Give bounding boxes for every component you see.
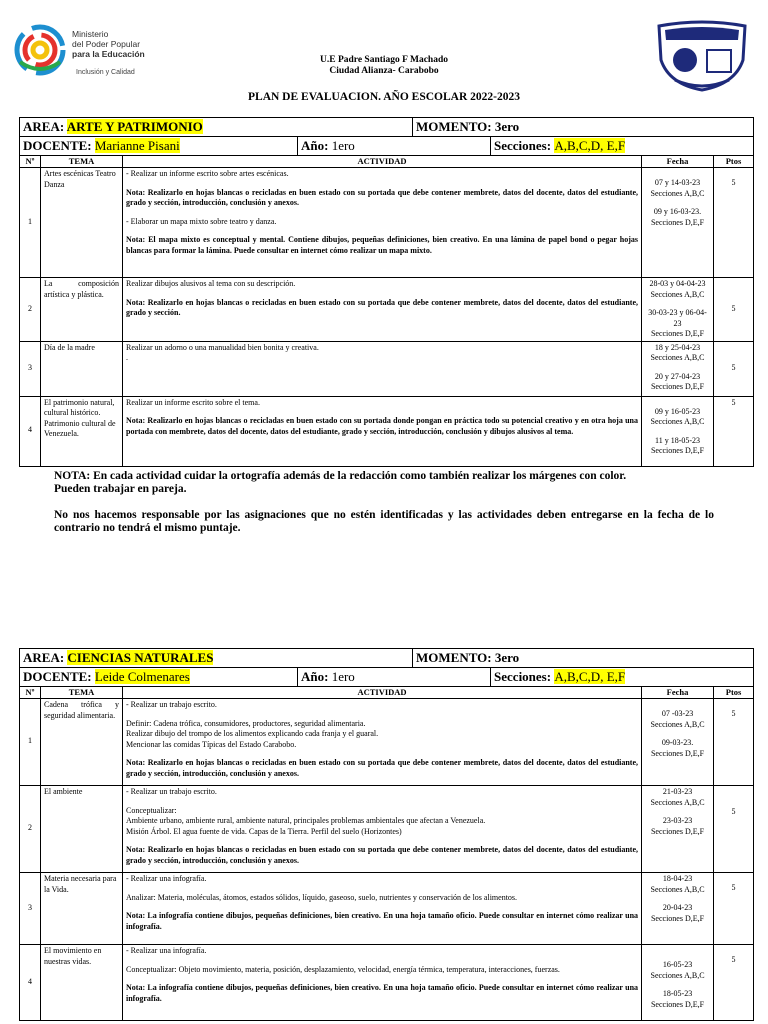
col-tema: TEMA bbox=[41, 156, 123, 168]
ptos-value: 5 bbox=[731, 807, 736, 816]
fecha-sections: Secciones D,E,F bbox=[650, 999, 705, 1009]
row-fecha bbox=[642, 786, 714, 873]
note-line: No nos hacemos responsable por las asignaciones que no estén identificadas y las actividades deben entregarse en la fecha de lo contrario no tendrá el mismo puntaje. bbox=[54, 509, 714, 534]
fecha-sections: Secciones D,E,F bbox=[650, 382, 705, 391]
table-row bbox=[20, 278, 754, 342]
ministerio-line2: del Poder Popular bbox=[72, 39, 141, 49]
row-num: 2 bbox=[20, 786, 41, 873]
docente-label: DOCENTE: bbox=[23, 669, 92, 684]
fecha-sections: Secciones D,E,F bbox=[650, 217, 705, 227]
row-actividad bbox=[123, 341, 642, 396]
fecha-sections: Secciones D,E,F bbox=[650, 826, 705, 836]
secciones-value: A,B,C,D, E,F bbox=[554, 138, 626, 153]
fecha-date: 30-03-23 y 06-04-23 bbox=[648, 308, 707, 328]
activity-note: Nota: Realizarlo en hojas blancas o recicladas en buen estado con su portada que debe contener membrete, datos del docente, datos del estudiante, grado y sección, introducción, conclusión y anexos. bbox=[126, 187, 639, 207]
activity-text: - Realizar una infografía. bbox=[126, 946, 207, 955]
activity-text: - Realizar un trabajo escrito. bbox=[126, 787, 217, 796]
area-value: ARTE Y PATRIMONIO bbox=[66, 119, 203, 134]
fecha-sections: Secciones D,E,F bbox=[650, 446, 705, 455]
col-num: Nº bbox=[20, 156, 41, 168]
table-row bbox=[20, 341, 754, 396]
table-row bbox=[20, 396, 754, 466]
row-fecha bbox=[642, 341, 714, 396]
activity-text: Analizar: Materia, moléculas, átomos, estados sólidos, líquido, gaseoso, suelo, nutrientes y conservación de los alimentos. bbox=[126, 892, 518, 902]
table-row bbox=[20, 945, 754, 1021]
fecha-date: 07 y 14-03-23 bbox=[654, 178, 701, 187]
fecha-sections: Secciones D,E,F bbox=[650, 748, 705, 758]
ptos-value: 5 bbox=[731, 955, 736, 964]
col-fecha: Fecha bbox=[642, 687, 714, 699]
activity-text: Mencionar las comidas Típicas del Estado Carabobo. bbox=[126, 739, 297, 749]
row-ptos bbox=[714, 168, 754, 278]
ministerio-line1: Ministerio bbox=[72, 29, 109, 39]
fecha-date: 23-03-23 bbox=[662, 816, 693, 825]
area-label: AREA: bbox=[23, 650, 65, 665]
table-row bbox=[20, 168, 754, 278]
ptos-value: 5 bbox=[731, 178, 736, 187]
evaluation-table-ciencias bbox=[19, 648, 754, 1021]
activity-text: - Realizar una infografía. bbox=[126, 874, 207, 883]
row-fecha bbox=[642, 278, 714, 342]
row-tema: Cadena trófica y seguridad alimentaria. bbox=[41, 699, 123, 786]
area-value: CIENCIAS NATURALES bbox=[67, 650, 214, 665]
evaluation-table-arte bbox=[19, 117, 754, 467]
activity-note: Nota: Realizarlo en hojas blancas o recicladas en buen estado con su portada donde pongan en práctica todo su potencial creativo y en otra hoja una portada con membrete, datos del docente, datos del estudiante, grado y sección, introducción, conclusión y dibujos alusivos al tema. bbox=[126, 416, 639, 436]
activity-text: Realizar un informe escrito sobre el tema. bbox=[126, 397, 260, 407]
activity-text: Realizar un adorno o una manualidad bien bonita y creativa. bbox=[126, 342, 319, 352]
row-num: 1 bbox=[20, 699, 41, 786]
fecha-sections: Secciones A,B,C bbox=[650, 797, 705, 807]
row-fecha bbox=[642, 699, 714, 786]
activity-note: Nota: La infografía contiene dibujos, pequeñas definiciones, bien creativo. En una hoja tamaño oficio. Puede consultar en internet cómo realizar una infografía. bbox=[126, 911, 639, 931]
activity-text: Realizar dibujos alusivos al tema con su descripción. bbox=[126, 279, 296, 288]
docente-label: DOCENTE: bbox=[23, 138, 92, 153]
col-num: Nº bbox=[20, 687, 41, 699]
docente-row bbox=[20, 137, 754, 156]
ministerio-slogan: Inclusión y Calidad bbox=[76, 69, 135, 76]
area-row bbox=[20, 118, 754, 137]
fecha-date: 18 y 25-04-23 bbox=[654, 342, 701, 352]
row-ptos bbox=[714, 786, 754, 873]
col-actividad: ACTIVIDAD bbox=[123, 156, 642, 168]
activity-text: - Realizar un informe escrito sobre artes escénicas. bbox=[126, 169, 289, 178]
activity-text: Misión Árbol. El agua fuente de vida. Capas de la Tierra. Perfil del suelo (Horizontes) bbox=[126, 826, 402, 836]
activity-note: Nota: El mapa mixto es conceptual y mental. Contiene dibujos, pequeñas definiciones, bien creativo. En una lámina de papel bond o pegar hojas blancas para formar la lámina. Puede consultar en internet cómo realizar un mapa mixto. bbox=[126, 235, 639, 255]
momento-label: MOMENTO: 3ero bbox=[416, 119, 520, 134]
fecha-date: 20-04-23 bbox=[662, 903, 693, 912]
table-row bbox=[20, 873, 754, 945]
activity-text: - Realizar un trabajo escrito. bbox=[126, 700, 217, 709]
row-num: 4 bbox=[20, 396, 41, 466]
row-fecha bbox=[642, 873, 714, 945]
row-actividad bbox=[123, 396, 642, 466]
row-ptos: 5 bbox=[714, 341, 754, 396]
note-line: Pueden trabajar en pareja. bbox=[54, 483, 187, 495]
fecha-sections: Secciones A,B,C bbox=[650, 884, 705, 894]
fecha-sections: Secciones A,B,C bbox=[650, 417, 705, 426]
fecha-sections: Secciones A,B,C bbox=[650, 719, 705, 729]
activity-note: Nota: Realizarlo en hojas blancas o recicladas en buen estado con su portada que debe contener membrete, datos del docente, datos del estudiante, grado y sección, introducción, conclusión y anexos. bbox=[126, 758, 639, 778]
row-tema: Artes escénicas Teatro Danza bbox=[41, 168, 123, 278]
docente-value: Marianne Pisani bbox=[94, 138, 180, 153]
fecha-date: 20 y 27-04-23 bbox=[654, 371, 701, 381]
ministerio-line3: para la Educación bbox=[72, 49, 145, 59]
page-title: PLAN DE EVALUACION. AÑO ESCOLAR 2022-2023 bbox=[248, 91, 520, 103]
col-ptos: Ptos bbox=[714, 156, 754, 168]
row-num: 3 bbox=[20, 341, 41, 396]
anio-label: Año: bbox=[301, 669, 329, 684]
activity-text: - Elaborar un mapa mixto sobre teatro y danza. bbox=[126, 216, 277, 226]
secciones-label: Secciones: bbox=[494, 138, 552, 153]
row-fecha bbox=[642, 168, 714, 278]
table-row bbox=[20, 699, 754, 786]
school-name: U.E Padre Santiago F Machado bbox=[320, 55, 448, 65]
secciones-value: A,B,C,D, E,F bbox=[554, 669, 626, 684]
col-ptos: Ptos bbox=[714, 687, 754, 699]
activity-note: Nota: Realizarlo en hojas blancas o recicladas en buen estado con su portada que debe contener membrete, datos del docente, datos del estudiante, grado y sección. bbox=[126, 297, 639, 317]
fecha-sections: Secciones A,B,C bbox=[650, 289, 705, 299]
row-actividad bbox=[123, 168, 642, 278]
fecha-sections: Secciones A,B,C bbox=[650, 970, 705, 980]
anio-value: 1ero bbox=[331, 138, 355, 153]
row-tema: Día de la madre bbox=[41, 341, 123, 396]
col-actividad: ACTIVIDAD bbox=[123, 687, 642, 699]
area-row bbox=[20, 649, 754, 668]
fecha-date: 18-05-23 bbox=[662, 989, 693, 998]
fecha-sections: Secciones A,B,C bbox=[650, 353, 705, 362]
fecha-sections: Secciones A,B,C bbox=[650, 188, 705, 198]
docente-value: Leide Colmenares bbox=[94, 669, 190, 684]
fecha-date: 09 y 16-05-23 bbox=[654, 406, 701, 416]
ptos-value: 5 bbox=[731, 709, 736, 718]
momento-label: MOMENTO: 3ero bbox=[416, 650, 520, 665]
activity-text: Realizar dibujo del trompo de los alimentos explicando cada franja y el guaral. bbox=[126, 729, 379, 738]
row-actividad bbox=[123, 786, 642, 873]
fecha-date: 09-03-23. bbox=[661, 738, 694, 747]
secciones-label: Secciones: bbox=[494, 669, 552, 684]
activity-text: Conceptualizar: Objeto movimiento, materia, posición, desplazamiento, velocidad, energía térmica, temperatura, interacciones, fuerzas. bbox=[126, 964, 560, 974]
fecha-date: 09 y 16-03-23. bbox=[653, 207, 702, 216]
ptos-value: 5 bbox=[731, 883, 736, 892]
anio-label: Año: bbox=[301, 138, 329, 153]
activity-text: Conceptualizar: bbox=[126, 805, 177, 815]
fecha-date: 11 y 18-05-23 bbox=[655, 435, 701, 445]
table-row bbox=[20, 786, 754, 873]
row-ptos bbox=[714, 699, 754, 786]
row-num: 3 bbox=[20, 873, 41, 945]
fecha-date: 16-05-23 bbox=[662, 960, 693, 969]
notes-block bbox=[54, 470, 714, 535]
activity-note: Nota: Realizarlo en hojas blancas o recicladas en buen estado con su portada que debe contener membrete, datos del docente, datos del estudiante, grado y sección, introducción, conclusión y anexos. bbox=[126, 845, 639, 865]
row-actividad bbox=[123, 699, 642, 786]
activity-note: Nota: La infografía contiene dibujos, pequeñas definiciones, bien creativo. En una hoja tamaño oficio. Puede consultar en internet cómo realizar una infografía. bbox=[126, 983, 639, 1003]
row-tema: La composición artística y plástica. bbox=[41, 278, 123, 342]
fecha-date: 28-03 y 04-04-23 bbox=[649, 279, 706, 288]
activity-text: Definir: Cadena trófica, consumidores, productores, seguridad alimentaria. bbox=[126, 718, 366, 728]
row-fecha bbox=[642, 945, 714, 1021]
row-num: 1 bbox=[20, 168, 41, 278]
row-actividad bbox=[123, 278, 642, 342]
row-num: 2 bbox=[20, 278, 41, 342]
row-actividad bbox=[123, 945, 642, 1021]
row-tema: Materia necesaria para la Vida. bbox=[41, 873, 123, 945]
column-headers bbox=[20, 156, 754, 168]
docente-row bbox=[20, 668, 754, 687]
fecha-sections: Secciones D,E,F bbox=[650, 329, 705, 338]
row-tema: El movimiento en nuestras vidas. bbox=[41, 945, 123, 1021]
anio-value: 1ero bbox=[331, 669, 355, 684]
activity-text: . bbox=[126, 353, 128, 362]
row-tema: El ambiente bbox=[41, 786, 123, 873]
activity-text: Ambiente urbano, ambiente rural, ambiente natural, principales problemas ambientales que afectan a Venezuela. bbox=[126, 816, 486, 825]
col-tema: TEMA bbox=[41, 687, 123, 699]
fecha-date: 21-03-23 bbox=[662, 787, 693, 796]
row-ptos bbox=[714, 945, 754, 1021]
row-fecha bbox=[642, 396, 714, 466]
row-num: 4 bbox=[20, 945, 41, 1021]
row-tema: El patrimonio natural, cultural histórico. Patrimonio cultural de Venezuela. bbox=[41, 396, 123, 466]
row-actividad bbox=[123, 873, 642, 945]
column-headers bbox=[20, 687, 754, 699]
fecha-date: 18-04-23 bbox=[662, 874, 693, 883]
school-location: Ciudad Alianza- Carabobo bbox=[329, 66, 439, 76]
note-line: NOTA: En cada actividad cuidar la ortografía además de la redacción como también realizar los márgenes con color. bbox=[54, 470, 627, 482]
row-ptos bbox=[714, 873, 754, 945]
fecha-date: 07 -03-23 bbox=[661, 709, 694, 718]
area-label: AREA: bbox=[23, 119, 65, 134]
row-ptos: 5 bbox=[714, 396, 754, 466]
col-fecha: Fecha bbox=[642, 156, 714, 168]
row-ptos: 5 bbox=[714, 278, 754, 342]
fecha-sections: Secciones D,E,F bbox=[650, 913, 705, 923]
